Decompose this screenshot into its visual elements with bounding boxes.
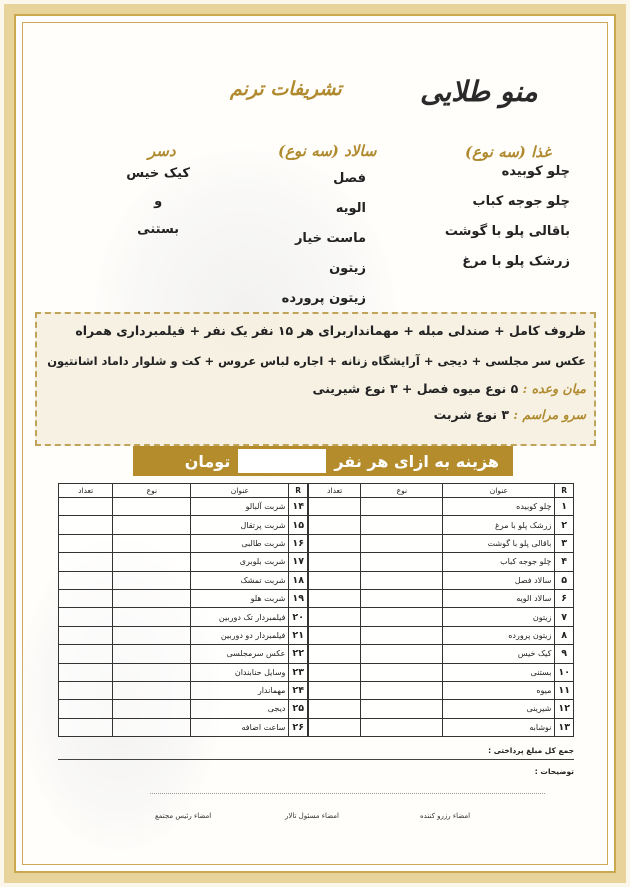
salad-heading: سالاد (سه نوع) [278, 142, 377, 160]
table-row [59, 700, 308, 718]
table-row [309, 626, 574, 644]
header-type: نوع [113, 484, 191, 498]
row-number: ۴ [555, 553, 574, 571]
notes-line [150, 793, 545, 794]
notes-label: توضیحات : [534, 767, 574, 776]
row-title: بستنی [443, 663, 555, 681]
row-number: ۱۱ [555, 681, 574, 699]
row-number: ۲ [555, 516, 574, 534]
row-number: ۱ [555, 498, 574, 516]
services-box [35, 312, 596, 446]
food-item: زرشک پلو با مرغ [462, 254, 570, 269]
row-type-cell[interactable] [361, 608, 443, 626]
row-type-cell[interactable] [361, 571, 443, 589]
table-row [59, 681, 308, 699]
row-type-cell[interactable] [113, 681, 191, 699]
row-number: ۹ [555, 645, 574, 663]
row-title: شربت تمشک [191, 571, 289, 589]
notes-row [58, 765, 574, 779]
row-type-cell[interactable] [361, 645, 443, 663]
snack-line [45, 377, 586, 401]
row-type-cell[interactable] [361, 700, 443, 718]
dessert-item: کیک خیس [126, 166, 190, 181]
row-count-cell[interactable] [59, 700, 113, 718]
header-title: عنوان [443, 484, 555, 498]
row-count-cell[interactable] [59, 553, 113, 571]
row-type-cell[interactable] [113, 608, 191, 626]
table-row [309, 534, 574, 552]
row-number: ۱۳ [555, 718, 574, 736]
snack-label: میان وعده : [522, 381, 586, 396]
row-title: سالاد الویه [443, 589, 555, 607]
row-title: شربت پرتقال [191, 516, 289, 534]
row-title: کیک خیس [443, 645, 555, 663]
table-row [59, 718, 308, 736]
row-count-cell[interactable] [309, 608, 361, 626]
services-line-1: ظروف کامل + صندلی مبله + مهمانداربرای هر ۱۵ نفر یک نفر + فیلمبرداری همراه [75, 323, 586, 338]
row-title: فیلمبردار تک دوربین [191, 608, 289, 626]
table-row [309, 608, 574, 626]
row-number: ۱۹ [289, 589, 308, 607]
row-count-cell[interactable] [309, 718, 361, 736]
table-row [309, 516, 574, 534]
row-type-cell[interactable] [361, 663, 443, 681]
row-number: ۱۷ [289, 553, 308, 571]
row-type-cell[interactable] [113, 534, 191, 552]
row-type-cell[interactable] [361, 553, 443, 571]
food-heading: غذا (سه نوع) [465, 143, 552, 161]
table-row [59, 608, 308, 626]
salad-item: ماست خیار [294, 231, 366, 246]
salad-item: زیتون پرورده [281, 291, 366, 306]
table-row [59, 516, 308, 534]
row-type-cell[interactable] [361, 498, 443, 516]
row-count-cell[interactable] [59, 534, 113, 552]
row-count-cell[interactable] [309, 626, 361, 644]
table-row [59, 553, 308, 571]
row-type-cell[interactable] [113, 571, 191, 589]
row-count-cell[interactable] [309, 589, 361, 607]
row-count-cell[interactable] [59, 589, 113, 607]
header-r: R [555, 484, 574, 498]
row-count-cell[interactable] [309, 571, 361, 589]
row-count-cell[interactable] [59, 663, 113, 681]
row-type-cell[interactable] [113, 553, 191, 571]
row-title: شربت هلو [191, 589, 289, 607]
table-row [59, 498, 308, 516]
row-count-cell[interactable] [309, 663, 361, 681]
drink-line [45, 403, 586, 427]
row-number: ۱۵ [289, 516, 308, 534]
table-row [309, 681, 574, 699]
row-count-cell[interactable] [309, 700, 361, 718]
row-number: ۲۱ [289, 626, 308, 644]
row-type-cell[interactable] [361, 589, 443, 607]
price-blank[interactable] [238, 449, 326, 473]
row-count-cell[interactable] [309, 681, 361, 699]
row-number: ۸ [555, 626, 574, 644]
row-title: دیجی [191, 700, 289, 718]
row-number: ۲۶ [289, 718, 308, 736]
row-number: ۱۲ [555, 700, 574, 718]
row-count-cell[interactable] [309, 516, 361, 534]
row-count-cell[interactable] [309, 645, 361, 663]
row-type-cell[interactable] [361, 626, 443, 644]
salad-item: زیتون [329, 261, 366, 276]
row-title: شیرینی [443, 700, 555, 718]
table-row [309, 498, 574, 516]
row-title: چلو جوجه کباب [443, 553, 555, 571]
chairman-signature: امضاء رئیس مجتمع [155, 812, 212, 820]
row-type-cell[interactable] [113, 626, 191, 644]
row-title: شربت آلبالو [191, 498, 289, 516]
venue-title: تشریفات ترنم [230, 78, 342, 100]
salad-item: الویه [335, 201, 366, 216]
row-title: شربت طالبی [191, 534, 289, 552]
row-count-cell[interactable] [59, 498, 113, 516]
row-title: چلو کوبیده [443, 498, 555, 516]
food-item: باقالی پلو با گوشت [444, 224, 570, 239]
services-line-2: عکس سر مجلسی + دیجی + آرایشگاه زنانه + اجاره لباس عروس + کت و شلوار داماد اشانتیون [47, 354, 586, 368]
food-item: چلو جوجه کباب [472, 194, 570, 209]
row-count-cell[interactable] [59, 608, 113, 626]
items-table-left [58, 483, 308, 737]
food-list [445, 160, 570, 273]
dessert-item: و [154, 194, 163, 209]
row-title: وسایل حنابندان [191, 663, 289, 681]
row-type-cell[interactable] [113, 645, 191, 663]
table-row [59, 626, 308, 644]
row-type-cell[interactable] [113, 516, 191, 534]
row-count-cell[interactable] [309, 553, 361, 571]
table-row [59, 534, 308, 552]
food-item: چلو کوبیده [501, 164, 570, 179]
row-number: ۱۴ [289, 498, 308, 516]
salad-list [282, 167, 366, 310]
table-row [59, 589, 308, 607]
row-number: ۷ [555, 608, 574, 626]
row-count-cell[interactable] [59, 718, 113, 736]
menu-title: منو طلایی [420, 75, 538, 108]
header-title: عنوان [191, 484, 289, 498]
row-type-cell[interactable] [361, 516, 443, 534]
row-number: ۱۰ [555, 663, 574, 681]
drink-label: سرو مراسم : [513, 407, 586, 422]
table-header [59, 484, 308, 498]
row-number: ۱۸ [289, 571, 308, 589]
row-title: ساعت اضافه [191, 718, 289, 736]
dessert-heading: دسر [148, 142, 176, 160]
table-row [309, 663, 574, 681]
table-row [309, 645, 574, 663]
row-number: ۲۳ [289, 663, 308, 681]
row-type-cell[interactable] [113, 663, 191, 681]
row-number: ۲۰ [289, 608, 308, 626]
table-row [309, 589, 574, 607]
table-row [309, 553, 574, 571]
table-row [59, 663, 308, 681]
row-title: نوشابه [443, 718, 555, 736]
row-title: شربت بلوبری [191, 553, 289, 571]
row-type-cell[interactable] [361, 718, 443, 736]
row-title: باقالی پلو با گوشت [443, 534, 555, 552]
header-r: R [289, 484, 308, 498]
snack-text: ۵ نوع میوه فصل + ۳ نوع شیرینی [312, 381, 519, 396]
table-header [309, 484, 574, 498]
row-number: ۲۲ [289, 645, 308, 663]
row-count-cell[interactable] [59, 626, 113, 644]
table-row [309, 718, 574, 736]
header-type: نوع [361, 484, 443, 498]
row-type-cell[interactable] [361, 681, 443, 699]
row-title: زرشک پلو با مرغ [443, 516, 555, 534]
row-number: ۶ [555, 589, 574, 607]
total-label: جمع کل مبلغ پرداختی : [488, 746, 574, 755]
total-row [58, 743, 574, 760]
hall-signature: امضاء مسئول تالار [285, 812, 339, 820]
row-number: ۳ [555, 534, 574, 552]
row-count-cell[interactable] [309, 534, 361, 552]
price-label: هزینه به ازای هر نفر [334, 451, 499, 471]
header-count: تعداد [309, 484, 361, 498]
row-number: ۱۶ [289, 534, 308, 552]
table-row [59, 571, 308, 589]
row-number: ۲۴ [289, 681, 308, 699]
row-type-cell[interactable] [361, 534, 443, 552]
row-type-cell[interactable] [113, 718, 191, 736]
salad-item: فصل [333, 171, 366, 186]
header-count: تعداد [59, 484, 113, 498]
row-count-cell[interactable] [59, 571, 113, 589]
currency-label: تومان [184, 451, 231, 471]
row-title: زیتون [443, 608, 555, 626]
row-count-cell[interactable] [309, 498, 361, 516]
row-count-cell[interactable] [59, 516, 113, 534]
row-type-cell[interactable] [113, 498, 191, 516]
dessert-list [126, 162, 190, 241]
row-number: ۵ [555, 571, 574, 589]
row-title: عکس سرمجلسی [191, 645, 289, 663]
row-title: فیلمبردار دو دوربین [191, 626, 289, 644]
price-banner [133, 446, 513, 476]
row-title: مهماندار [191, 681, 289, 699]
row-count-cell[interactable] [59, 681, 113, 699]
row-title: سالاد فصل [443, 571, 555, 589]
table-row [309, 700, 574, 718]
dessert-item: بستنی [137, 222, 180, 237]
row-title: زیتون پرورده [443, 626, 555, 644]
row-number: ۲۵ [289, 700, 308, 718]
row-title: میوه [443, 681, 555, 699]
row-count-cell[interactable] [59, 645, 113, 663]
table-row [309, 571, 574, 589]
row-type-cell[interactable] [113, 589, 191, 607]
reserver-signature: امضاء رزرو کننده [420, 812, 471, 820]
table-row [59, 645, 308, 663]
row-type-cell[interactable] [113, 700, 191, 718]
drink-text: ۳ نوع شربت [433, 407, 510, 422]
items-table-right [308, 483, 574, 737]
